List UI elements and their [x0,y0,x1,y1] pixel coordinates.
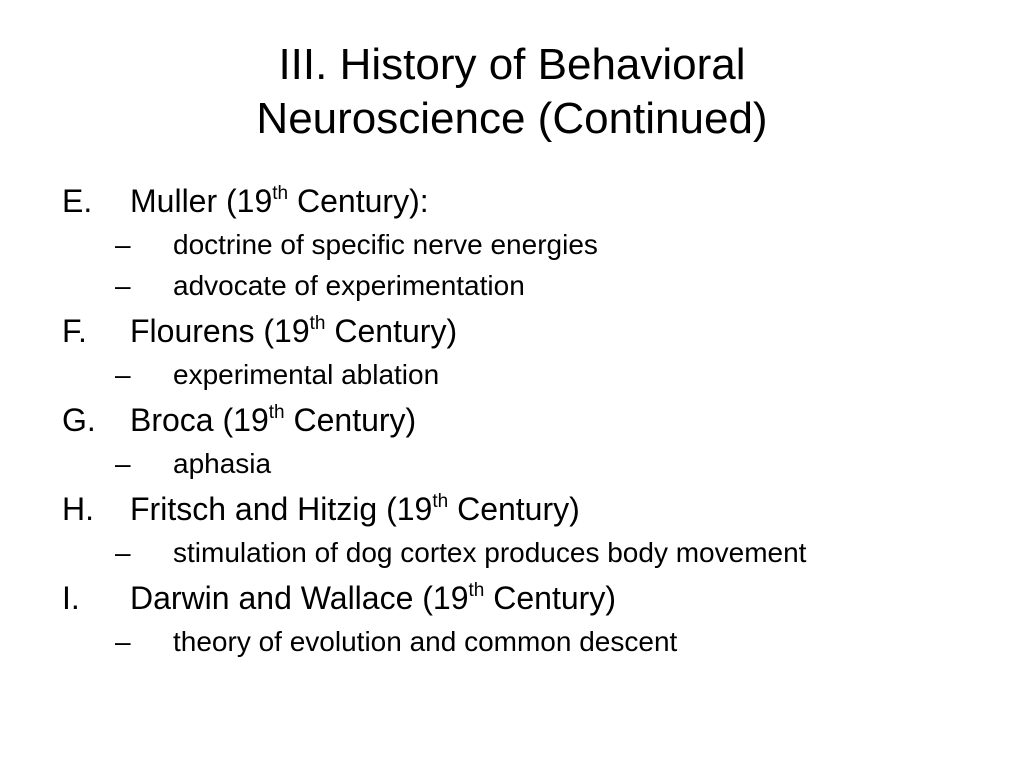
sub-bullet-dash: – [115,270,131,301]
outline-item-text [130,491,580,527]
sub-item-text: advocate of experimentation [173,270,525,301]
sub-item-text: aphasia [173,448,272,479]
sub-item-text: experimental ablation [173,359,440,390]
slide-title-line-2: Neuroscience (Continued) [256,94,768,143]
item-suffix: Century) [284,402,417,438]
item-name: Muller (19 [130,183,273,219]
outline-marker: E. [62,183,93,219]
outline-marker: I. [62,580,80,616]
item-suffix: Century): [288,183,429,219]
outline-item-text [130,313,457,349]
outline-item-text [130,183,429,219]
superscript: th [432,491,449,512]
item-suffix: Century) [448,491,580,527]
item-name: Fritsch and Hitzig (19 [130,491,433,527]
sub-item-text: stimulation of dog cortex produces body movement [173,537,807,568]
sub-bullet-dash: – [115,359,131,390]
item-suffix: Century) [484,580,616,616]
item-suffix: Century) [325,313,458,349]
slide-title-line-1: III. History of Behavioral [278,40,746,89]
sub-item-text: theory of evolution and common descent [173,626,678,657]
outline-marker: F. [62,313,87,349]
outline-marker: G. [62,402,96,438]
sub-bullet-dash: – [115,229,131,260]
item-name: Broca (19 [130,402,269,438]
superscript: th [309,313,326,334]
item-name: Flourens (19 [130,313,310,349]
sub-bullet-dash: – [115,537,131,568]
sub-bullet-dash: – [115,626,131,657]
sub-bullet-dash: – [115,448,131,479]
sub-item-text: doctrine of specific nerve energies [173,229,598,260]
outline-item-text [130,580,616,616]
outline-marker: H. [62,491,94,527]
superscript: th [272,183,289,204]
item-name: Darwin and Wallace (19 [130,580,469,616]
superscript: th [468,580,485,601]
outline-item-text [130,402,416,438]
superscript: th [268,402,285,423]
